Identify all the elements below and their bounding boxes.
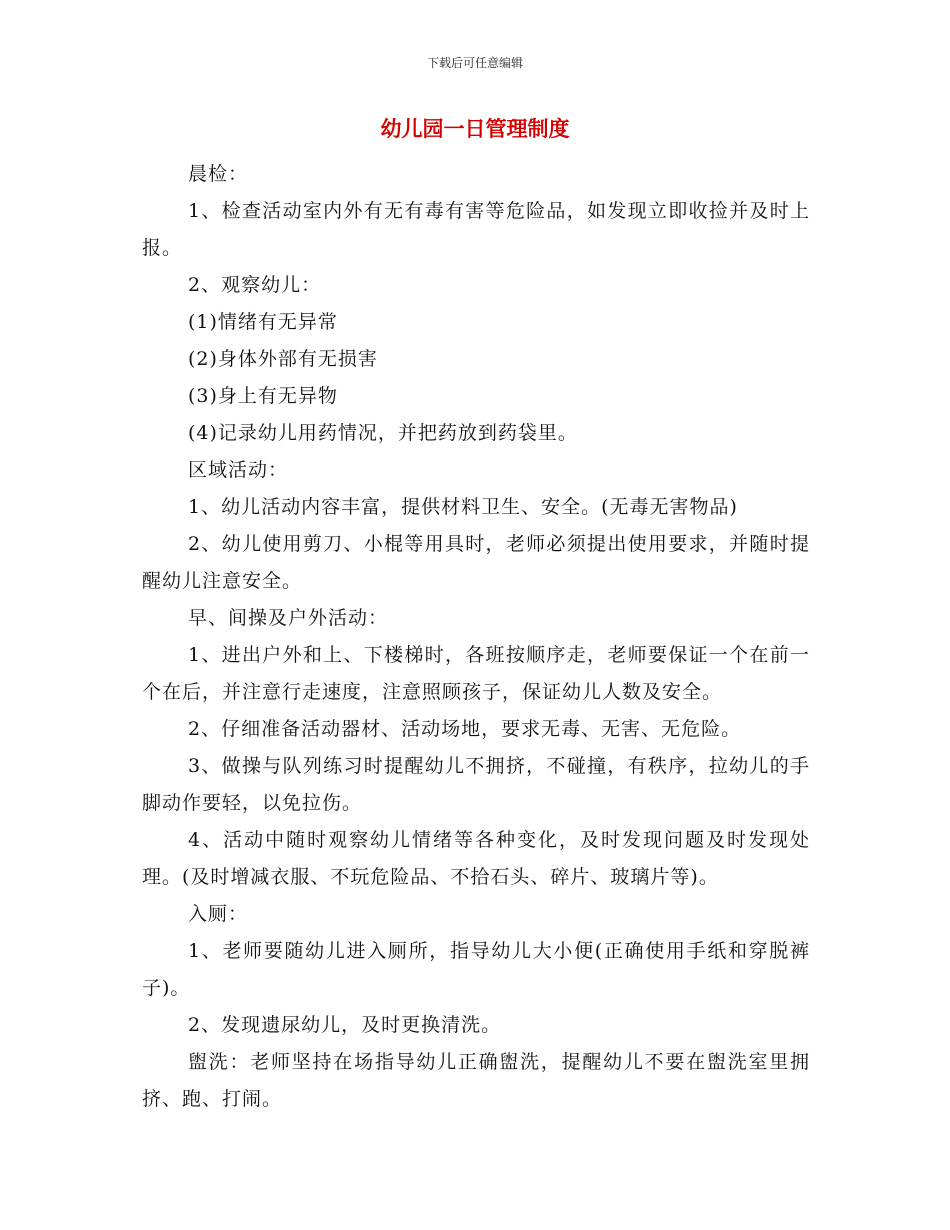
paragraph: (1)情绪有无异常 bbox=[188, 311, 338, 333]
paragraph: 1、老师要随幼儿进入厕所，指导幼儿大小便(正确使用手纸和穿脱裤子)。 bbox=[142, 940, 810, 999]
paragraph: 区域活动： bbox=[188, 459, 289, 481]
paragraph: 盥洗：老师坚持在场指导幼儿正确盥洗，提醒幼儿不要在盥洗室里拥挤、跑、打闹。 bbox=[142, 1051, 810, 1110]
paragraph: 3、做操与队列练习时提醒幼儿不拥挤，不碰撞，有秩序，拉幼儿的手脚动作要轻，以免拉伤。 bbox=[142, 755, 810, 814]
paragraph: 2、幼儿使用剪刀、小棍等用具时，老师必须提出使用要求，并随时提醒幼儿注意安全。 bbox=[142, 533, 810, 592]
paragraph: 晨检： bbox=[188, 163, 249, 185]
paragraph: (3)身上有无异物 bbox=[188, 385, 338, 407]
page-header-note: 下载后可任意编辑 bbox=[426, 56, 523, 70]
paragraph: 1、检查活动室内外有无有毒有害等危险品，如发现立即收捡并及时上报。 bbox=[142, 200, 810, 259]
document-title: 幼儿园一日管理制度 bbox=[380, 117, 570, 141]
paragraph: 1、进出户外和上、下楼梯时，各班按顺序走，老师要保证一个在前一个在后，并注意行走速度，注意照顾孩子，保证幼儿人数及安全。 bbox=[142, 644, 810, 703]
document-body bbox=[142, 156, 810, 1118]
paragraph: 2、仔细准备活动器材、活动场地，要求无毒、无害、无危险。 bbox=[188, 718, 742, 740]
paragraph: 2、观察幼儿： bbox=[188, 274, 322, 296]
paragraph: 4、活动中随时观察幼儿情绪等各种变化，及时发现问题及时发现处理。(及时增减衣服、不玩危险品、不拾石头、碎片、玻璃片等)。 bbox=[142, 829, 810, 888]
paragraph: 2、发现遗尿幼儿，及时更换清洗。 bbox=[188, 1014, 502, 1036]
paragraph: (2)身体外部有无损害 bbox=[188, 348, 378, 370]
paragraph: 入厕： bbox=[188, 903, 249, 925]
paragraph: 1、幼儿活动内容丰富，提供材料卫生、安全。(无毒无害物品) bbox=[188, 496, 738, 518]
paragraph: (4)记录幼儿用药情况，并把药放到药袋里。 bbox=[188, 422, 578, 444]
paragraph: 早、间操及户外活动： bbox=[188, 607, 389, 629]
